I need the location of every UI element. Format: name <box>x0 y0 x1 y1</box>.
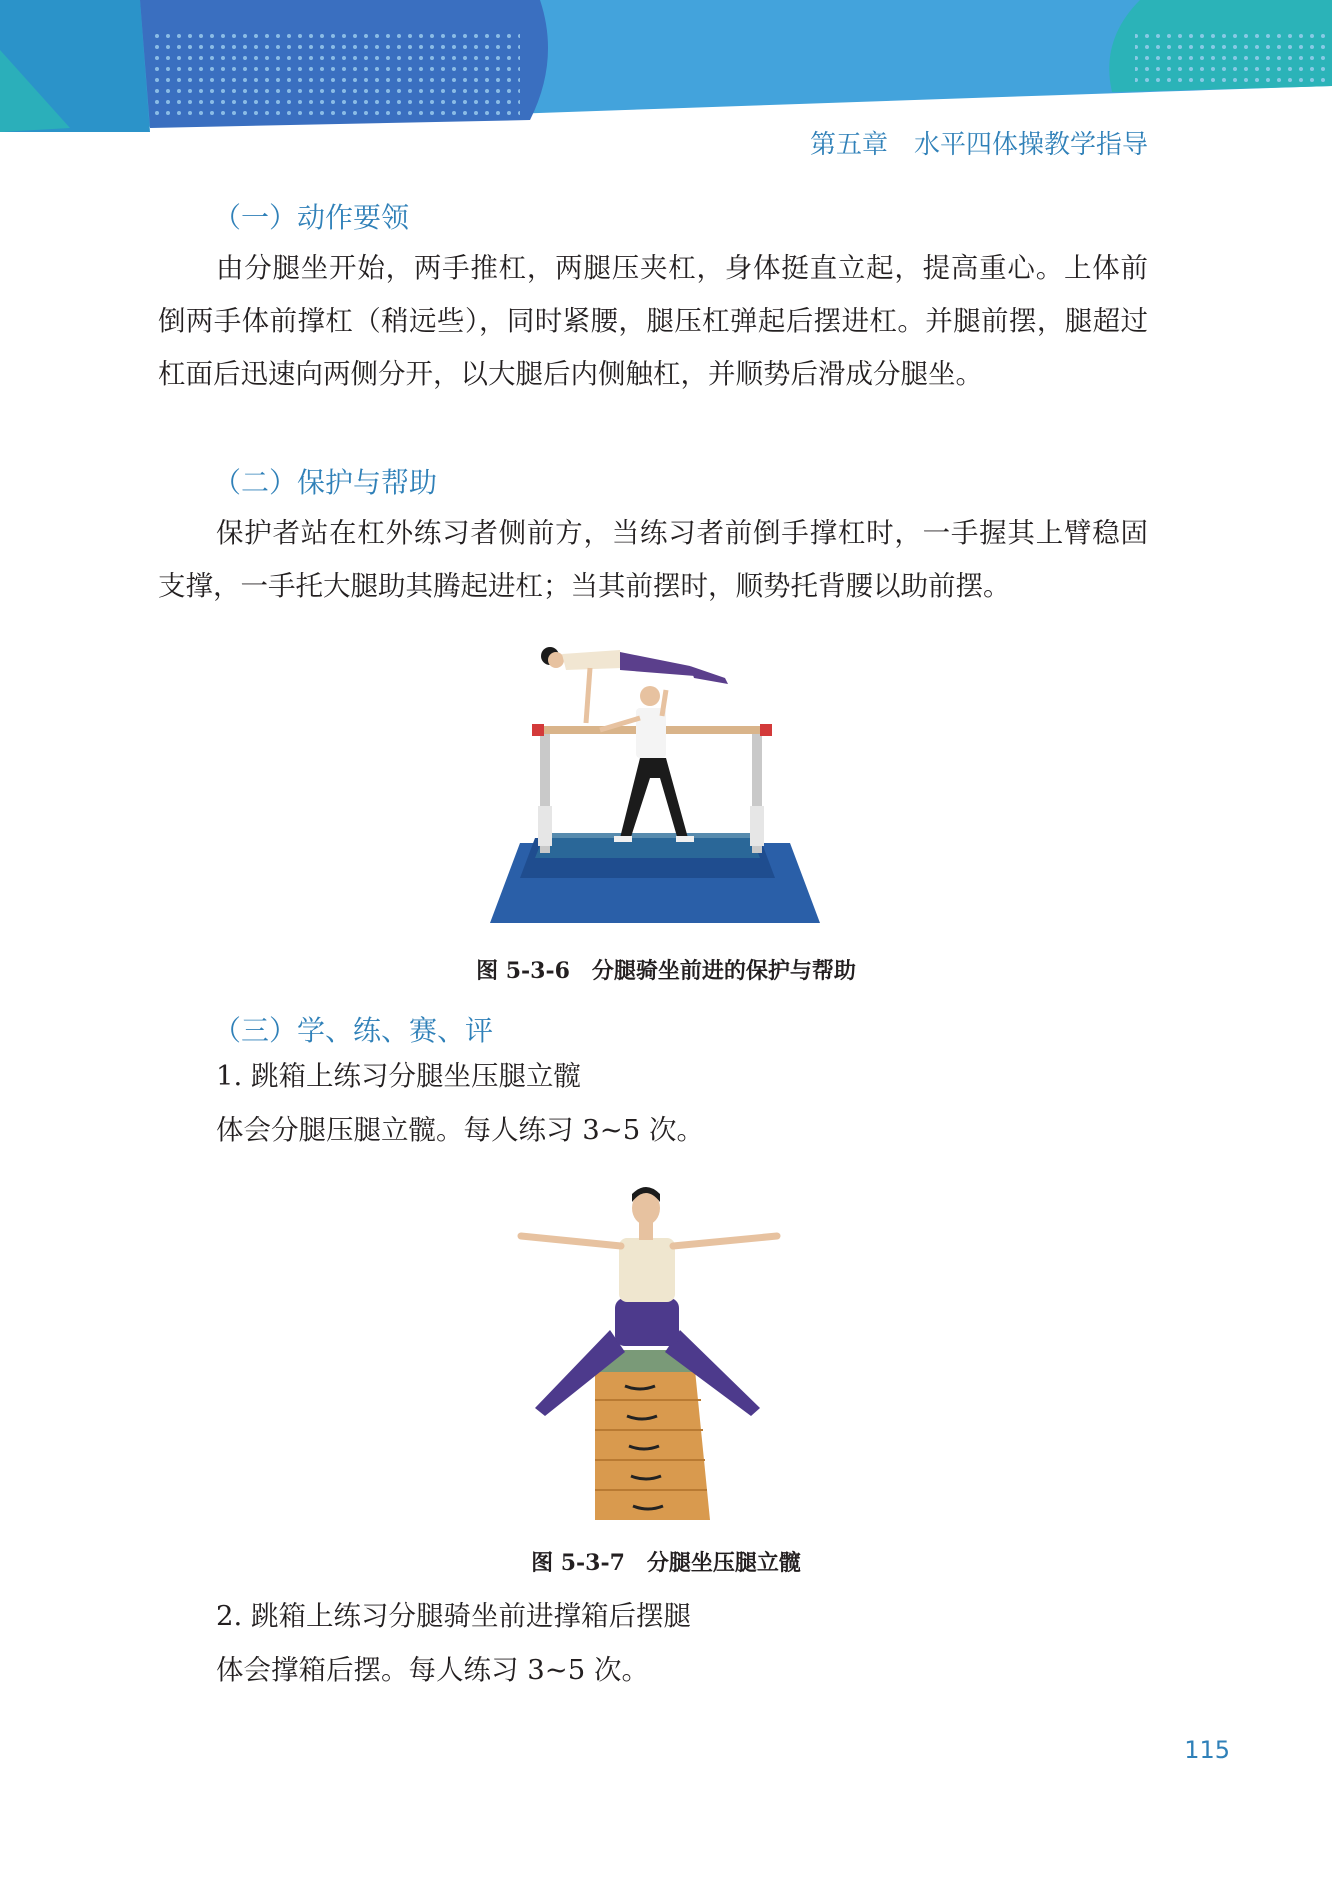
vaulting-box-straddle-photo <box>515 1180 785 1520</box>
chapter-title: 第五章 水平四体操教学指导 <box>809 130 1148 160</box>
exercise-2-title: 2. 跳箱上练习分腿骑坐前进撑箱后摆腿 <box>216 1600 691 1632</box>
exercise-1-title: 1. 跳箱上练习分腿坐压腿立髋 <box>216 1060 581 1092</box>
exercise-2-detail: 体会撑箱后摆。每人练习 3~5 次。 <box>216 1654 650 1686</box>
paragraph-action: 由分腿坐开始，两手推杠，两腿压夹杠，身体挺直立起，提高重心。上体前倒两手体前撑杠（稍远些），同时紧腰，腿压杠弹起后摆进杠。并腿前摆，腿超过杠面后迅速向两侧分开，以大腿后内侧触杠，并顺势后滑成分腿坐。 <box>158 252 1148 390</box>
exercise-1-detail: 体会分腿压腿立髋。每人练习 3~5 次。 <box>216 1114 705 1146</box>
section-heading-protection: （二）保护与帮助 <box>213 466 438 499</box>
section-heading-action: （一）动作要领 <box>213 201 410 234</box>
parallel-bars-spotting-photo <box>490 638 820 923</box>
section-heading-practice: （三）学、练、赛、评 <box>213 1014 494 1047</box>
figure-caption-5-3-6: 图 5-3-6 分腿骑坐前进的保护与帮助 <box>476 958 856 984</box>
figure-caption-5-3-7: 图 5-3-7 分腿坐压腿立髋 <box>531 1550 801 1576</box>
paragraph-protection: 保护者站在杠外练习者侧前方，当练习者前倒手撑杠时，一手握其上臂稳固支撑，一手托大腿助其腾起进杠；当其前摆时，顺势托背腰以助前摆。 <box>158 517 1148 602</box>
page-number: 115 <box>1184 1736 1230 1764</box>
